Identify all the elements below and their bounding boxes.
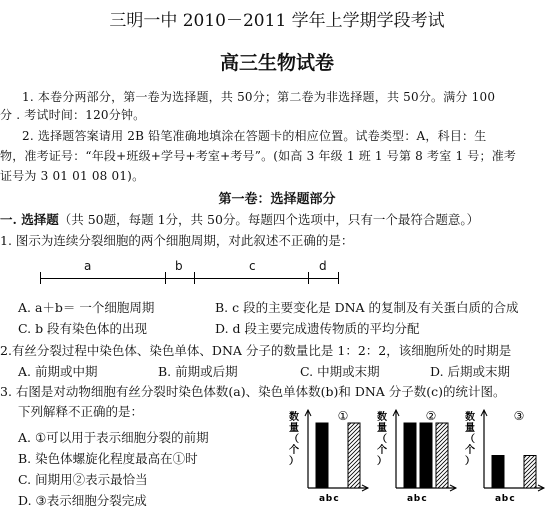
tick-3 (308, 272, 309, 284)
q3-stem-line1: 3. 右图是对动物细胞有丝分裂时染色体数(a)、染色单体数(b)和 DNA 分子数(c)的统计图。 (0, 384, 506, 399)
tick-2 (194, 272, 195, 284)
chart1-bar-a (316, 423, 328, 488)
q1-option-a[interactable]: A. a＋b＝ 一个细胞周期 (18, 300, 155, 315)
q1-stem: 1. 图示为连续分裂细胞的两个细胞周期，对此叙述不正确的是： (0, 233, 354, 248)
exam-title: 三明一中 2010－2011 学年上学期学段考试 (109, 11, 445, 31)
instruction-line-2: 分 . 考试时间：120分钟。 (0, 108, 146, 122)
section-desc: （共 50题，每题 1分，共 50分。每题四个选项中，只有一个最符合题意。） (58, 212, 480, 227)
cycle-line (40, 278, 338, 279)
instruction-line-4: 物，准考证号：“年段+班级+学号+考室+考号”。(如高 3 年级 1 班 1 号第 8 考室 1 号；准考 (0, 149, 517, 163)
q3-stem-line2: 下列解释不正确的是： (18, 404, 144, 419)
q3-option-a[interactable]: A. ①可以用于表示细胞分裂的前期 (18, 430, 209, 445)
chart3-category-b: b (501, 494, 509, 504)
chart3-category-a: a (494, 494, 502, 504)
chart3-title: ③ (513, 409, 525, 423)
chart3-category-c: c (509, 494, 515, 504)
chart1-title: ① (337, 409, 349, 423)
chart2-category-c: c (421, 494, 427, 504)
q2-stem: 2.有丝分裂过程中染色体、染色单体、DNA 分子的数量比是 1：2：2，该细胞所处的时期是 (0, 343, 512, 358)
chart1-category-a: a (318, 494, 326, 504)
tick-4 (338, 272, 339, 284)
chart1-ylabel: 数量（个） (289, 412, 299, 467)
chart2-title: ② (425, 409, 437, 423)
chart2-ylabel: 数量（个） (377, 412, 387, 467)
q3-statistics-charts (278, 404, 554, 508)
segment-b-label: b (175, 259, 183, 273)
instruction-line-1: 1. 本卷分两部分，第一卷为选择题，共 50分；第二卷为非选择题，共 50分。满分 100 (22, 90, 496, 104)
tick-1 (165, 272, 166, 284)
q2-option-b[interactable]: B. 前期或后期 (158, 364, 238, 379)
chart1-bar-c (348, 423, 360, 488)
part1-title: 第一卷：选择题部分 (218, 192, 336, 207)
chart2-category-b: b (413, 494, 421, 504)
chart1-category-b: b (325, 494, 333, 504)
chart2-bar-c (436, 423, 448, 488)
chart1-category-c: c (333, 494, 339, 504)
q3-option-c[interactable]: C. 间期用②表示最恰当 (18, 472, 148, 487)
section-label: 一. 选择题 (0, 212, 59, 227)
chart2-bar-b (420, 423, 432, 488)
instruction-line-3: 2. 选择题答案请用 2B 铅笔准确地填涂在答题卡的相应位置。试卷类型：A，科目：生 (22, 129, 487, 143)
q2-option-a[interactable]: A. 前期或中期 (18, 364, 98, 379)
section-heading (0, 210, 479, 228)
chart3-bar-c (524, 456, 536, 489)
segment-c-label: c (249, 259, 256, 273)
chart2-category-a: a (406, 494, 414, 504)
segment-d-label: d (319, 259, 327, 273)
q1-option-c[interactable]: C. b 段有染色体的出现 (18, 321, 148, 336)
chart3-bar-a (492, 456, 504, 489)
chart2-bar-a (404, 423, 416, 488)
tick-0 (40, 272, 41, 284)
instruction-line-5: 证号为 3 01 01 08 01)。 (0, 169, 145, 183)
q3-option-b[interactable]: B. 染色体螺旋化程度最高在①时 (18, 451, 198, 466)
q1-option-d[interactable]: D. d 段主要完成遗传物质的平均分配 (215, 321, 420, 336)
segment-a-label: a (84, 259, 92, 273)
q2-option-c[interactable]: C. 中期或末期 (300, 364, 380, 379)
chart3-ylabel: 数量（个） (465, 412, 475, 467)
q1-option-b[interactable]: B. c 段的主要变化是 DNA 的复制及有关蛋白质的合成 (215, 300, 519, 315)
q3-option-d[interactable]: D. ③表示细胞分裂完成 (18, 493, 147, 508)
paper-subtitle: 高三生物试卷 (219, 52, 334, 74)
q2-option-d[interactable]: D. 后期或末期 (430, 364, 511, 379)
